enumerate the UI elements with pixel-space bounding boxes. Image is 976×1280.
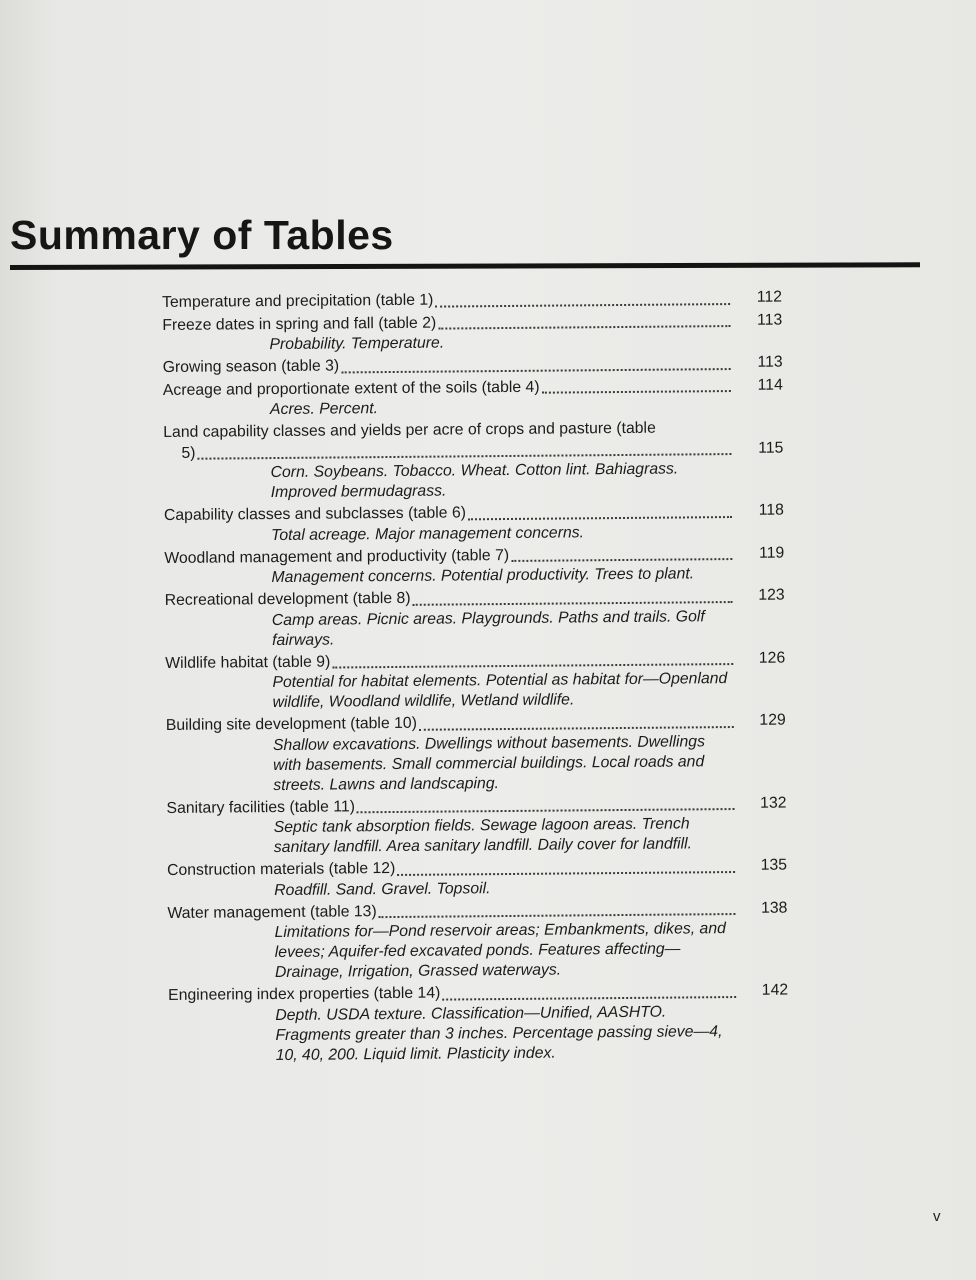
- entry-description: Probability. Temperature.: [269, 334, 445, 354]
- entry-description: Limitations for—Pond reservoir areas; Embankments, dikes, and levees; Aquifer-fed excavated ponds. Features affecting—Drainage, Irrigation, Grassed waterways.: [274, 920, 726, 982]
- dot-leader: [397, 870, 735, 876]
- entry-title: Sanitary facilities (table 11): [166, 797, 356, 817]
- entry-title: Wildlife habitat (table 9): [165, 653, 331, 672]
- entry-page-number: 135: [760, 856, 788, 874]
- entry-title: Acreage and proportionate extent of the soils (table 4): [162, 378, 540, 399]
- toc-entry[interactable]: [166, 711, 787, 797]
- dot-leader: [542, 389, 731, 394]
- entry-title: Capability classes and subclasses (table 6): [163, 504, 467, 524]
- toc-entry[interactable]: [165, 586, 786, 652]
- entry-page-number: 113: [756, 311, 783, 329]
- toc-entry[interactable]: [164, 543, 784, 589]
- entry-page-number: 113: [757, 353, 783, 371]
- dot-leader: [197, 452, 731, 460]
- dot-leader: [332, 662, 733, 668]
- entry-page-number: 118: [758, 501, 784, 519]
- entry-page-number: 119: [759, 544, 785, 562]
- dot-leader: [468, 515, 732, 520]
- entry-page-number: 129: [759, 711, 786, 729]
- toc-entry[interactable]: [167, 856, 787, 902]
- toc-entry[interactable]: [162, 288, 782, 314]
- entry-page-number: 114: [757, 376, 783, 394]
- dot-leader: [357, 807, 735, 813]
- entry-title: Temperature and precipitation (table 1): [162, 291, 434, 311]
- entry-description: Potential for habitat elements. Potential as habitat for—Openland wildlife, Woodland wildlife, Wetland wildlife.: [272, 670, 728, 712]
- dot-leader: [413, 600, 733, 606]
- dot-leader: [442, 995, 736, 1001]
- entry-page-number: 126: [758, 649, 786, 667]
- toc-entry[interactable]: [166, 793, 787, 859]
- entry-description: Camp areas. Picnic areas. Playgrounds. Paths and trails. Golf fairways.: [271, 607, 705, 649]
- entry-page-number: 115: [758, 439, 784, 457]
- entry-title: Water management (table 13): [167, 902, 377, 922]
- dot-leader: [341, 367, 731, 373]
- entry-title: Recreational development (table 8): [164, 589, 411, 609]
- table-of-contents: [162, 288, 789, 1069]
- toc-entry[interactable]: [163, 353, 783, 379]
- toc-entry[interactable]: [167, 898, 788, 984]
- entry-page-number: 132: [760, 794, 787, 812]
- dot-leader: [438, 324, 730, 330]
- entry-title: Engineering index properties (table 14): [168, 984, 441, 1004]
- dot-leader: [511, 557, 732, 562]
- dot-leader: [419, 725, 734, 731]
- page-folio: v: [933, 1208, 941, 1225]
- dot-leader: [435, 302, 730, 308]
- entry-page-number: 112: [756, 288, 783, 306]
- page-title: Summary of Tables: [10, 212, 394, 258]
- toc-entry[interactable]: [165, 648, 786, 714]
- entry-description: Septic tank absorption fields. Sewage lagoon areas. Trench sanitary landfill. Area sanitary landfill. Daily cover for landfill.: [273, 815, 693, 857]
- toc-entry[interactable]: [168, 981, 789, 1067]
- title-rule: [10, 262, 920, 270]
- entry-description: Shallow excavations. Dwellings without basements. Dwellings with basements. Small commercial buildings. Local roads and streets. Lawns and landscaping.: [272, 732, 706, 794]
- entry-description: Acres. Percent.: [269, 400, 379, 419]
- entry-description: Depth. USDA texture. Classification—Unified, AASHTO. Fragments greater than 3 inches. Percentage passing sieve—4, 10, 40, 200. Liquid limit. Plasticity index.: [275, 1003, 723, 1064]
- dot-leader: [379, 912, 736, 918]
- entry-title: Building site development (table 10): [165, 714, 417, 734]
- toc-entry[interactable]: [162, 310, 782, 356]
- toc-entry[interactable]: [163, 418, 784, 504]
- entry-description: Total acreage. Major management concerns.: [271, 523, 585, 544]
- toc-entry[interactable]: [164, 501, 784, 547]
- entry-title: Freeze dates in spring and fall (table 2): [162, 314, 437, 334]
- entry-description: Corn. Soybeans. Tobacco. Wheat. Cotton lint. Bahiagrass. Improved bermudagrass.: [270, 460, 679, 502]
- entry-title: Construction materials (table 12): [166, 859, 396, 879]
- toc-entry[interactable]: [163, 375, 783, 421]
- entry-title: Land capability classes and yields per acre of crops and pasture (table: [163, 419, 656, 441]
- entry-title: Woodland management and productivity (table 7): [164, 546, 510, 567]
- entry-description: Management concerns. Potential productivity. Trees to plant.: [271, 565, 695, 587]
- entry-page-number: 142: [761, 981, 789, 999]
- entry-page-number: 123: [758, 586, 785, 604]
- entry-description: Roadfill. Sand. Gravel. Topsoil.: [274, 879, 491, 899]
- entry-title-continued: 5): [181, 444, 196, 462]
- entry-page-number: 138: [760, 899, 788, 917]
- entry-title: Growing season (table 3): [162, 357, 340, 376]
